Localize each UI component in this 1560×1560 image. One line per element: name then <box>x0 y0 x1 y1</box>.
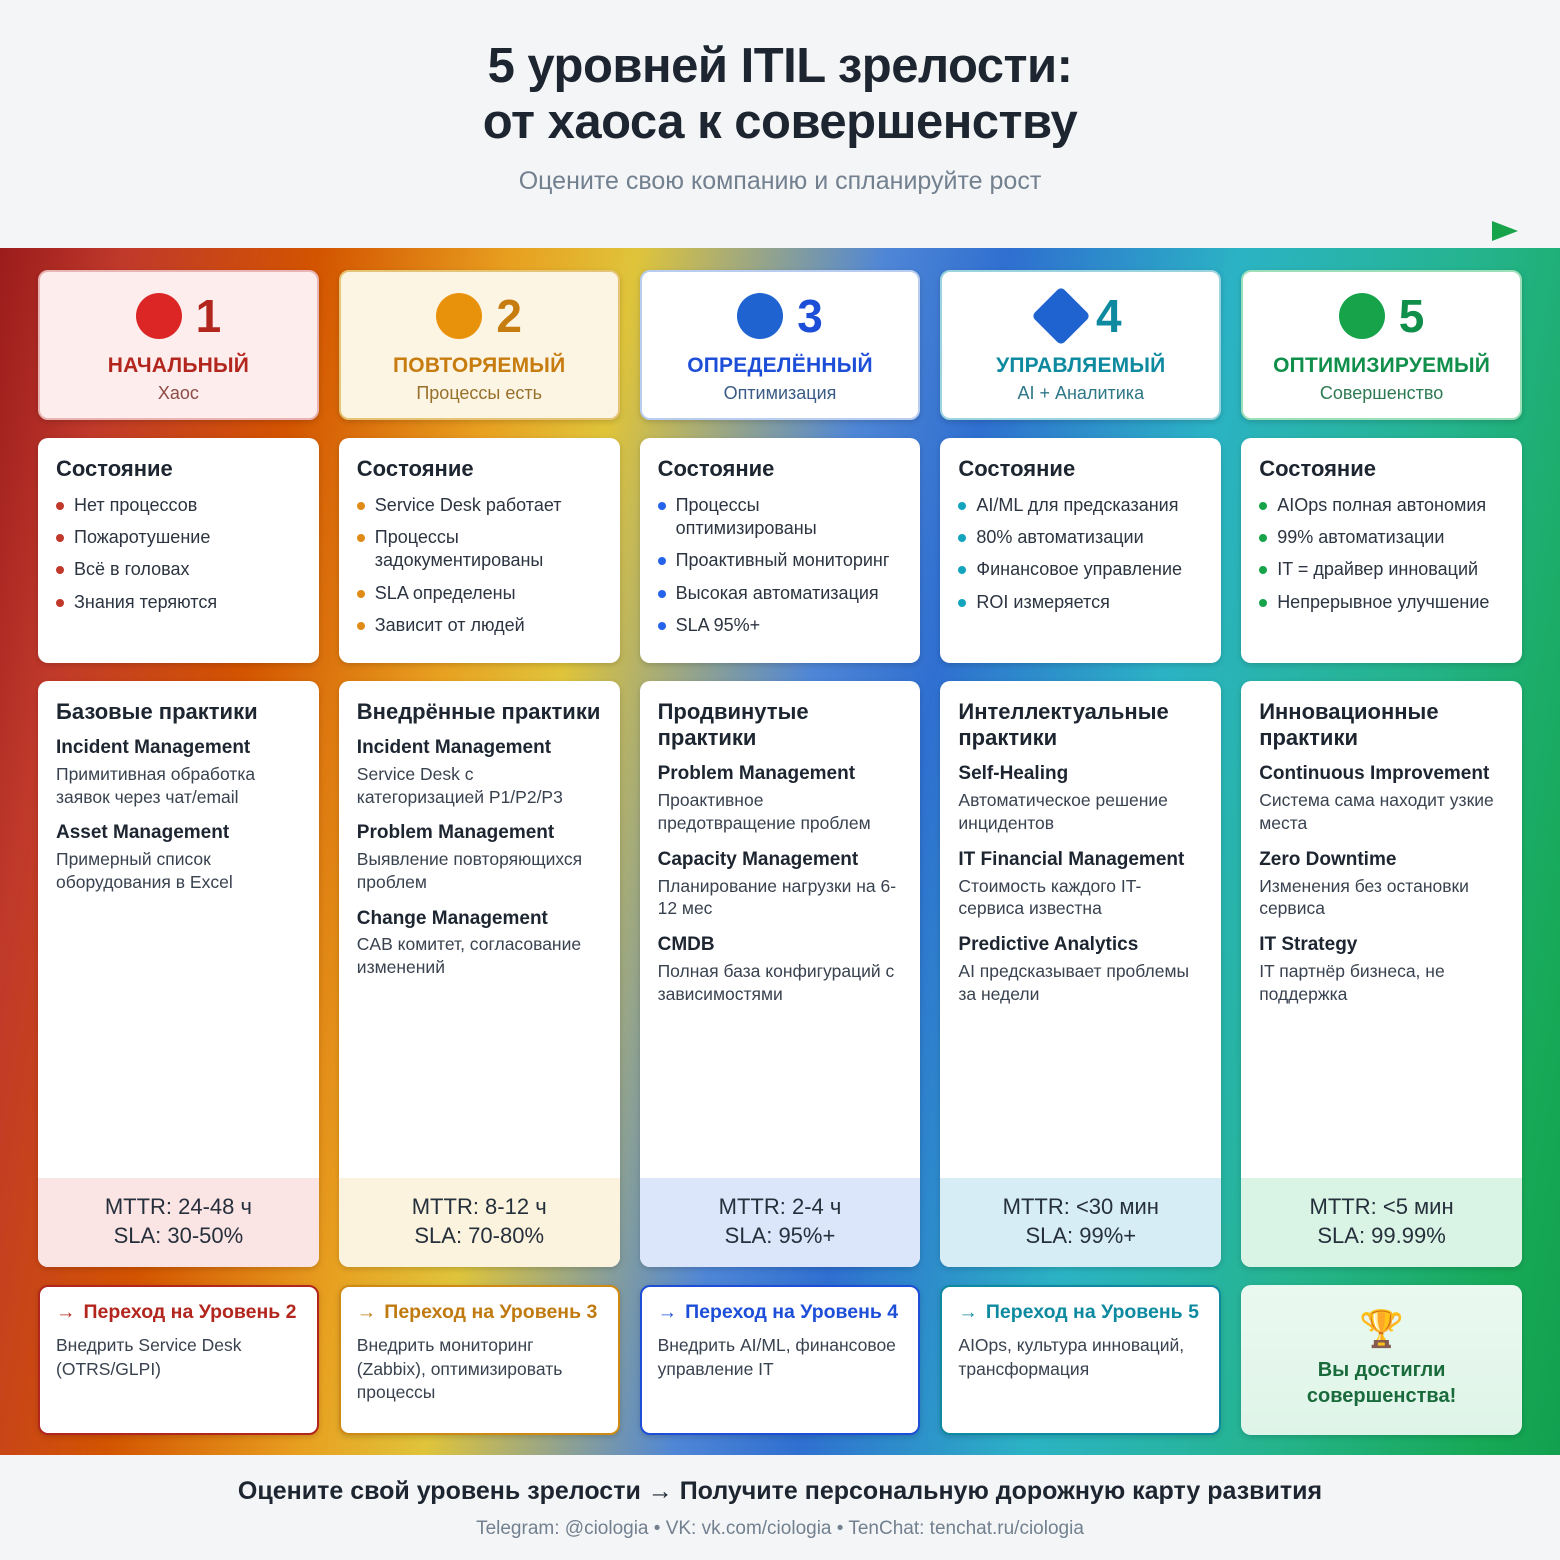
level-2-name: ПОВТОРЯЕМЫЙ <box>393 353 566 377</box>
metrics-3 <box>640 1178 921 1267</box>
level-3-top <box>652 288 909 344</box>
practice-title: Incident Management <box>356 737 552 759</box>
practices-card-2 <box>339 681 620 1267</box>
metric-mttr: MTTR: 2-4 ч <box>718 1193 842 1219</box>
practice-desc: IT партнёр бизнеса, не поддержка <box>1259 960 1445 1004</box>
next-step-title-1 <box>56 1301 301 1324</box>
level-card-5[interactable] <box>1241 270 1522 420</box>
practice-title: Asset Management <box>56 822 230 844</box>
trophy-icon: 🏆 <box>1359 1308 1404 1349</box>
practice-title: Continuous Improvement <box>1259 763 1490 785</box>
next-step-row <box>38 1285 1522 1435</box>
practices-heading-5: Инновационные практики <box>1259 698 1439 751</box>
state-heading-3: Состояние <box>657 455 775 481</box>
state-row <box>38 438 1522 663</box>
practices-body-1 <box>38 681 319 1178</box>
level-1-name: НАЧАЛЬНЫЙ <box>107 353 250 377</box>
level-2-number: 2 <box>496 289 522 342</box>
practices-card-4 <box>940 681 1221 1267</box>
list-item: Service Desk работает <box>357 494 602 517</box>
practices-card-3 <box>640 681 921 1267</box>
practice-desc: Стоимость каждого IT-сервиса известна <box>958 875 1142 919</box>
practice-item <box>658 849 903 920</box>
level-4-number: 4 <box>1095 289 1122 342</box>
practice-item <box>958 934 1203 1005</box>
practice-desc: Полная база конфигураций с зависимостями <box>657 960 895 1004</box>
next-step-title-2 <box>357 1301 602 1324</box>
practice-item <box>357 737 602 808</box>
state-heading-5: Состояние <box>1259 455 1376 481</box>
state-heading-4: Состояние <box>958 455 1076 481</box>
list-item: Всё в головах <box>56 558 301 581</box>
level-3-number: 3 <box>797 289 823 342</box>
metric-mttr: MTTR: 24-48 ч <box>104 1193 252 1219</box>
next-step-label: Переход на Уровень 5 <box>985 1301 1199 1323</box>
level-2-tagline: Процессы есть <box>416 382 543 403</box>
practice-desc: CAB комитет, согласование изменений <box>356 934 582 978</box>
practice-title: Problem Management <box>657 763 856 785</box>
next-step-label: Переход на Уровень 4 <box>685 1301 899 1323</box>
footer-cta: Оцените свой уровень зрелости → Получите персональную дорожную карту развития <box>237 1477 1323 1505</box>
list-item: Финансовое управление <box>958 558 1203 581</box>
list-item: Процессы задокументированы <box>357 526 602 573</box>
practice-item <box>658 934 903 1005</box>
footer-links: Telegram: @ciologia • VK: vk.com/ciologia • TenChat: tenchat.ru/ciologia <box>476 1518 1084 1539</box>
list-item: ROI измеряется <box>958 591 1203 614</box>
metric-sla: SLA: 95%+ <box>724 1223 836 1249</box>
practices-body-5 <box>1241 681 1522 1178</box>
metrics-2 <box>339 1178 620 1267</box>
circle-red-icon <box>136 293 182 339</box>
practices-heading-3: Продвинутые практики <box>657 698 809 751</box>
practice-desc: Примитивная обработка заявок через чат/email <box>56 763 256 807</box>
title-line-1: 5 уровней ITIL зрелости: <box>487 39 1073 93</box>
achievement-text: Вы достигли совершенства! <box>1306 1359 1457 1407</box>
practice-title: Predictive Analytics <box>958 934 1139 956</box>
practice-desc: Выявление повторяющихся проблем <box>356 849 583 892</box>
practice-title: Self-Healing <box>958 763 1069 785</box>
practices-heading-1: Базовые практики <box>56 698 258 724</box>
practice-desc: Проактивное предотвращение проблем <box>657 790 871 833</box>
next-step-desc-2: Внедрить мониторинг (Zabbix), оптимизировать процессы <box>356 1335 563 1403</box>
state-card-5 <box>1241 438 1522 663</box>
metric-mttr: MTTR: <5 мин <box>1309 1193 1454 1219</box>
list-item: Зависит от людей <box>357 614 602 637</box>
next-step-card-1[interactable] <box>38 1285 319 1435</box>
practice-item <box>958 849 1203 920</box>
practice-desc: Система сама находит узкие места <box>1259 790 1494 833</box>
level-header-row <box>38 270 1522 420</box>
next-step-card-2[interactable] <box>339 1285 620 1435</box>
state-list-2 <box>357 494 602 638</box>
next-step-title-4 <box>958 1301 1203 1324</box>
list-item: Пожаротушение <box>56 526 301 549</box>
header <box>0 0 1560 248</box>
list-item: Процессы оптимизированы <box>658 494 903 541</box>
metric-sla: SLA: 99%+ <box>1025 1223 1137 1249</box>
progress-arrow <box>40 218 1520 248</box>
list-item: Знания теряются <box>56 591 301 614</box>
page-title <box>40 38 1520 151</box>
practices-body-4 <box>940 681 1221 1178</box>
circle-blue-icon <box>737 293 783 339</box>
practice-item <box>1259 934 1504 1005</box>
arrow-right-icon: → <box>958 1301 978 1323</box>
level-1-top <box>50 288 307 344</box>
level-4-tagline: AI + Аналитика <box>1017 382 1145 403</box>
metric-mttr: MTTR: 8-12 ч <box>411 1193 547 1219</box>
level-5-number: 5 <box>1398 289 1425 342</box>
practices-row <box>38 681 1522 1267</box>
practices-card-5 <box>1241 681 1522 1267</box>
practice-title: IT Financial Management <box>958 848 1185 870</box>
practice-item <box>1259 849 1504 920</box>
next-step-label: Переход на Уровень 2 <box>83 1301 297 1323</box>
list-item: IT = драйвер инноваций <box>1259 558 1504 581</box>
title-line-2: от хаоса к совершенству <box>482 95 1078 150</box>
diamond-blue-icon <box>1031 286 1090 345</box>
level-4-name: УПРАВЛЯЕМЫЙ <box>996 353 1166 377</box>
level-1-tagline: Хаос <box>157 382 199 403</box>
practice-title: IT Strategy <box>1259 934 1358 956</box>
state-card-3 <box>640 438 921 663</box>
state-card-1 <box>38 438 319 663</box>
page-subtitle: Оцените свою компанию и спланируйте рост <box>518 166 1042 195</box>
practices-body-2 <box>339 681 620 1178</box>
list-item: AIOps полная автономия <box>1259 494 1504 517</box>
level-card-1[interactable] <box>38 270 319 420</box>
practice-title: Zero Downtime <box>1259 848 1397 870</box>
achievement-card <box>1241 1285 1522 1435</box>
level-5-tagline: Совершенство <box>1319 382 1444 403</box>
metric-sla: SLA: 99.99% <box>1317 1223 1446 1249</box>
practice-title: Capacity Management <box>657 848 859 870</box>
practice-item <box>958 763 1203 834</box>
practice-title: CMDB <box>657 934 715 956</box>
practices-heading-4: Интеллектуальные практики <box>958 698 1169 751</box>
level-1-number: 1 <box>195 289 222 342</box>
metrics-1 <box>38 1178 319 1267</box>
state-heading-2: Состояние <box>356 455 474 481</box>
state-list-4 <box>958 494 1203 615</box>
state-heading-1: Состояние <box>56 455 173 481</box>
practices-card-1 <box>38 681 319 1267</box>
metrics-5 <box>1241 1178 1522 1267</box>
level-5-top <box>1253 288 1510 344</box>
metric-sla: SLA: 30-50% <box>113 1223 244 1249</box>
list-item: Высокая автоматизация <box>658 582 903 605</box>
progress-arrow-icon <box>40 218 1520 244</box>
practice-item <box>56 822 301 893</box>
list-item: Проактивный мониторинг <box>658 549 903 572</box>
practice-item <box>56 737 301 808</box>
practice-item <box>658 763 903 834</box>
list-item: AI/ML для предсказания <box>958 494 1203 517</box>
list-item: SLA определены <box>357 582 602 605</box>
state-card-4 <box>940 438 1221 663</box>
next-step-desc-1: Внедрить Service Desk (OTRS/GLPI) <box>56 1335 242 1379</box>
level-card-2[interactable] <box>339 270 620 420</box>
state-list-1 <box>56 494 301 615</box>
list-item: 80% автоматизации <box>958 526 1203 549</box>
footer <box>0 1455 1560 1560</box>
practice-title: Change Management <box>356 907 548 929</box>
metrics-4 <box>940 1178 1221 1267</box>
arrow-right-icon: → <box>356 1301 377 1323</box>
practice-title: Problem Management <box>356 822 555 844</box>
level-5-name: ОПТИМИЗИРУЕМЫЙ <box>1273 353 1491 377</box>
arrow-right-icon: → <box>56 1301 76 1323</box>
level-card-4[interactable] <box>940 270 1221 420</box>
practice-item <box>357 822 602 893</box>
level-3-name: ОПРЕДЕЛЁННЫЙ <box>687 353 873 377</box>
arrow-right-icon: → <box>657 1301 678 1323</box>
next-step-label: Переход на Уровень 3 <box>384 1301 598 1323</box>
practice-desc: Изменения без остановки сервиса <box>1259 875 1469 919</box>
metric-mttr: MTTR: <30 мин <box>1002 1193 1159 1219</box>
practice-desc: Примерный список оборудования в Excel <box>56 849 233 892</box>
circle-orange-icon <box>436 293 482 339</box>
practices-heading-2: Внедрённые практики <box>356 698 601 724</box>
level-card-3[interactable] <box>640 270 921 420</box>
metric-sla: SLA: 70-80% <box>414 1223 545 1249</box>
state-card-2 <box>339 438 620 663</box>
practice-item <box>357 908 602 979</box>
next-step-title-3 <box>658 1301 903 1324</box>
practice-desc: Планирование нагрузки на 6-12 мес <box>657 875 897 919</box>
state-list-3 <box>658 494 903 638</box>
list-item: SLA 95%+ <box>658 614 903 637</box>
circle-green-icon <box>1339 293 1385 339</box>
state-list-5 <box>1259 494 1504 615</box>
next-step-desc-4: AIOps, культура инноваций, трансформация <box>958 1335 1185 1379</box>
list-item: Нет процессов <box>56 494 301 517</box>
practice-item <box>1259 763 1504 834</box>
next-step-card-3[interactable] <box>640 1285 921 1435</box>
practice-desc: Service Desk с категоризацией P1/P2/P3 <box>356 763 563 807</box>
level-4-top <box>952 288 1209 344</box>
next-step-card-4[interactable] <box>940 1285 1221 1435</box>
list-item: Непрерывное улучшение <box>1259 591 1504 614</box>
practices-body-3 <box>640 681 921 1178</box>
practice-title: Incident Management <box>56 737 251 759</box>
maturity-grid <box>0 248 1560 1455</box>
level-2-top <box>351 288 608 344</box>
next-step-desc-3: Внедрить AI/ML, финансовое управление IT <box>657 1335 896 1379</box>
list-item: 99% автоматизации <box>1259 526 1504 549</box>
practice-desc: Автоматическое решение инцидентов <box>958 790 1168 833</box>
practice-desc: AI предсказывает проблемы за недели <box>958 960 1190 1004</box>
level-3-tagline: Оптимизация <box>723 382 837 403</box>
